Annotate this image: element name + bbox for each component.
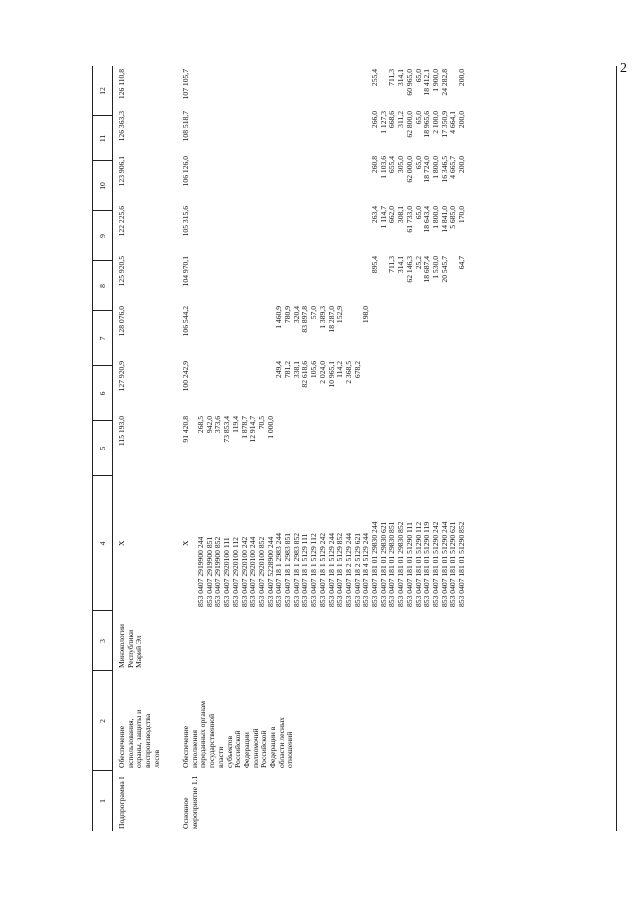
detail-value: 5 685,0 [448,206,458,229]
detail-value: 17 350,9 [439,111,449,138]
detail-value: 1 389,3 [317,306,327,329]
detail-value: 65,0 [413,206,423,220]
budget-code: 853 0407 181 01 29830 851 [387,521,397,607]
desc-line: переданных органам [198,701,208,768]
detail-value: 82 618,6 [300,361,310,388]
detail-value: 320,4 [291,306,301,324]
detail-value: 83 897,8 [300,306,310,333]
measure-value: 107 105,7 [181,69,190,100]
col-header-12: 12 [98,87,107,95]
responsible-line: Республики [125,629,135,668]
detail-value: 781,2 [283,361,292,379]
col-header-4: 4 [98,541,107,546]
desc-line: Российской [233,730,243,768]
detail-value: 62 000,0 [404,156,414,183]
detail-value: 311,2 [396,111,406,128]
detail-value: 1 000,0 [265,416,275,439]
detail-value: 200,0 [457,156,466,174]
page-number: 2 [620,61,627,76]
budget-code: 853 0407 181 01 51290 244 [439,521,449,607]
detail-value: 20 545,7 [439,256,449,283]
detail-value: 263,4 [370,206,379,224]
desc-line: Обеспечение [117,725,126,768]
col-header-5: 5 [98,446,107,451]
measure-value: 91 420,8 [181,416,190,443]
detail-value: 18 965,6 [422,111,432,138]
responsible-line: Минэкологии [117,624,126,668]
subprogram-value: 125 920,5 [117,256,126,287]
budget-code: 853 0407 181 01 29830 852 [396,521,406,607]
subprogram-value: 126 363,3 [117,111,126,142]
detail-value: 1 530,0 [430,256,440,279]
detail-value: 60 965,0 [404,69,414,96]
detail-value: 678,2 [352,361,362,379]
budget-code: 853 0407 181 01 51290 242 [430,521,440,607]
col-header-3: 3 [98,639,107,643]
detail-value: 338,1 [291,361,301,379]
measure-value: 104 970,1 [181,256,190,287]
col-header-10: 10 [98,182,107,190]
detail-value: 942,0 [204,416,214,434]
measure-value: 106 544,2 [181,306,190,337]
col-header-1: 1 [98,799,107,803]
budget-code: 853 0407 2920100 112 [230,537,240,607]
desc-line: полномочий [250,728,260,768]
detail-value: 1 103,6 [378,156,388,179]
detail-value: 114,2 [335,361,345,378]
detail-value: 65,0 [413,69,423,83]
col-header-11: 11 [98,134,107,143]
detail-value: 1 800,0 [430,156,440,179]
budget-code: 853 0407 2919900 244 [196,536,205,607]
detail-value: 61 733,0 [404,206,414,233]
col-header-9: 9 [98,234,107,238]
detail-value: 2 100,0 [430,111,440,134]
detail-value: 18 287,0 [326,306,336,333]
desc-line: Федерации [241,732,251,768]
detail-value: 198,0 [361,306,371,324]
detail-value: 16 346,5 [439,156,449,183]
desc-line: власти [215,746,225,768]
detail-value: 249,4 [274,361,284,379]
detail-value: 260,8 [370,156,379,174]
measure-value: 105 315,6 [181,206,190,237]
budget-code: 853 0407 18 4 5129 244 [361,532,371,607]
desc-line: области лесных [276,717,286,768]
detail-value: 266,0 [370,111,379,129]
desc-line: воспроизводства [143,713,153,768]
detail-value: 170,0 [457,206,466,224]
measure-value: 108 518,7 [181,111,190,142]
budget-table [92,66,617,831]
desc-line: использования, [125,718,135,768]
header-bottom-rule [112,66,113,831]
detail-value: 711,3 [387,256,397,273]
detail-value: 70,5 [256,416,266,430]
budget-code: 853 0407 181 01 51290 852 [457,521,466,607]
budget-code: 853 0407 181 01 51290 112 [413,521,423,607]
detail-value: 64,7 [457,256,466,270]
budget-code: 853 0407 18 1 2983 851 [283,532,292,607]
budget-code: 853 0407 18 1 2983 852 [291,532,301,607]
subprogram-value: 123 906,1 [117,156,126,187]
desc-line: субъектов [224,735,234,768]
measure-description [182,688,295,768]
desc-line: Российской [259,730,269,768]
budget-code: 853 0407 181 01 51290 111 [404,522,414,607]
detail-value: 668,6 [387,111,397,129]
budget-code: 853 0407 2920100 244 [248,536,258,607]
subprogram-value: 128 076,0 [117,306,126,337]
detail-value: 314,1 [396,69,406,87]
col-header-6: 6 [98,391,107,396]
budget-code: 853 0407 2920100 852 [256,536,266,607]
detail-value: 62 800,0 [404,111,414,138]
detail-value: 2 368,5 [343,361,353,384]
subprogram-value: 122 225,6 [117,206,126,237]
desc-line: исполнения [189,729,199,768]
measure-value: 106 126,0 [181,156,190,187]
detail-value: 57,0 [309,306,319,320]
budget-code: 853 0407 181 01 29830 621 [378,521,388,607]
detail-value: 18 643,4 [422,206,432,233]
detail-value: 24 282,8 [439,69,449,96]
detail-value: 105,6 [309,361,319,379]
budget-code: 853 0407 18 1 5129 112 [309,533,319,607]
detail-value: 73 853,4 [222,416,232,443]
table-bottom-rule [616,66,617,831]
subprogram-name: Подпрограмма I [117,776,126,829]
budget-code: 853 0407 18 1 5129 111 [300,533,310,607]
detail-value: 655,4 [387,156,397,174]
subprogram-code: X [117,540,126,546]
detail-value: 268,5 [196,416,205,434]
detail-value: 4 665,7 [448,156,458,179]
detail-value: 2 024,0 [317,361,327,384]
budget-code: 853 0407 2920100 242 [239,536,249,607]
detail-value: 1 127,3 [378,111,388,134]
subprogram-value: 115 193,0 [117,416,126,447]
detail-value: 711,3 [387,69,397,86]
detail-value: 1 800,0 [430,206,440,229]
subprogram-value: 127 920,9 [117,361,126,392]
desc-line: охраны, защиты и [134,709,144,768]
subprogram-value: 126 110,8 [117,69,126,100]
detail-value: 308,1 [396,206,406,224]
desc-line: Федерации в [268,726,278,768]
desc-line: Обеспечение [181,725,190,768]
table-region [92,66,617,831]
detail-value: 62 146,3 [404,256,414,283]
detail-value: 4 664,1 [448,111,458,134]
budget-code: 853 0407 18 1 2983 244 [274,532,284,607]
measure-value: 100 242,9 [181,361,190,392]
budget-code: 853 0407 18 1 5129 244 [326,532,336,607]
detail-value: 314,1 [396,256,406,274]
detail-value: 14 841,0 [439,206,449,233]
budget-code: 853 0407 181 01 29830 244 [370,521,379,607]
budget-code: 853 0407 18 2 5129 244 [343,532,353,607]
desc-line: лесов [151,749,161,768]
subprogram-responsible [118,624,144,668]
detail-value: 662,0 [387,206,397,224]
measure-name-line: мероприятие 1.1 [189,775,199,829]
col-header-8: 8 [98,284,107,288]
detail-value: 10 965,1 [326,361,336,388]
measure-name-line: Основное [181,797,190,829]
budget-code: 853 0407 2919900 851 [204,536,214,607]
col-header-7: 7 [98,336,107,341]
detail-value: 119,4 [230,416,240,433]
budget-code: 853 0407 181 01 51290 621 [448,521,458,607]
table-top-rule [92,66,93,831]
subprogram-description [118,694,162,768]
budget-code: 853 0407 2919900 852 [213,536,223,607]
budget-code: 853 0407 18 1 5129 242 [317,532,327,607]
detail-value: 25,2 [413,256,423,270]
detail-value: 895,4 [370,256,379,274]
detail-value: 65,0 [413,111,423,125]
detail-value: 305,0 [396,156,406,174]
detail-value: 373,6 [213,416,223,434]
detail-value: 200,0 [457,69,466,87]
detail-value: 200,0 [457,111,466,129]
budget-code: 853 0407 5228900 244 [265,536,275,607]
detail-value: 18 412,1 [422,69,432,96]
desc-line: отношений [285,731,295,768]
budget-code: 853 0407 181 01 51290 119 [422,521,432,607]
detail-value: 65,0 [413,156,423,170]
measure-code: X [181,540,190,546]
detail-value: 152,9 [335,306,345,324]
detail-value: 255,4 [370,69,379,87]
measure-name [182,776,199,829]
budget-code: 853 0407 18 1 5129 852 [335,532,345,607]
budget-code: 853 0407 2920100 111 [222,537,232,607]
desc-line: государственной [207,713,217,768]
responsible-line: Марий Эл [134,635,144,668]
col-header-2: 2 [98,719,107,723]
detail-value: 1 878,7 [239,416,249,439]
detail-value: 18 724,0 [422,156,432,183]
detail-value: 18 687,4 [422,256,432,283]
detail-value: 1 460,9 [274,306,284,329]
detail-value: 780,9 [283,306,292,324]
budget-code: 853 0407 18 2 5129 621 [352,532,362,607]
detail-value: 1 900,0 [430,69,440,92]
detail-value: 12 914,7 [248,416,258,443]
detail-value: 1 114,7 [378,206,388,229]
